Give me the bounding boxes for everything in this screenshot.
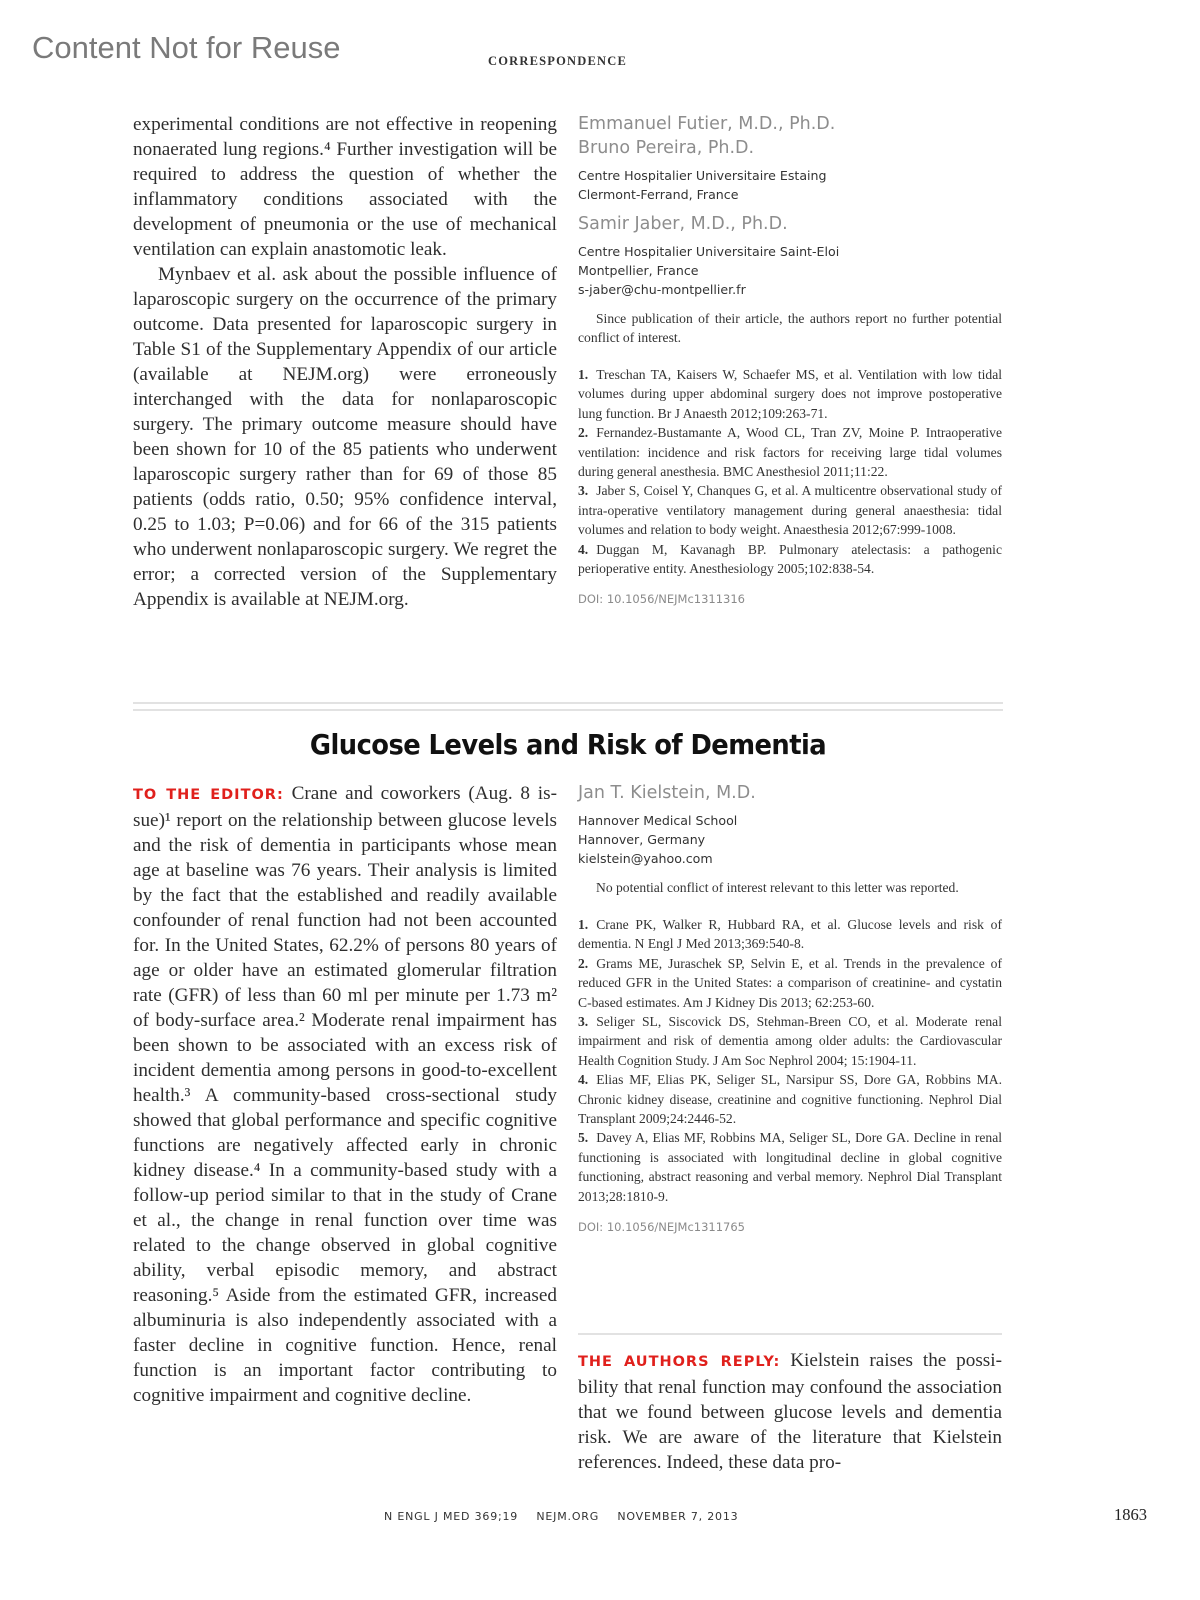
reference-list: [578, 365, 1002, 578]
reference-item[interactable]: 1. Crane PK, Walker R, Hubbard RA, et al. Glucose levels and risk of dementia. N Engl J Med 2013;369:540-8.: [578, 917, 1002, 952]
reference-item[interactable]: 4. Duggan M, Kavanagh BP. Pulmonary atelectasis: a pathogenic perioperative entity. Anesthesiology 2005;102:838-54.: [578, 541, 1002, 577]
reply-divider: [578, 1333, 1002, 1335]
affiliation-line: Clermont-Ferrand, France: [578, 187, 739, 202]
affiliation-line: Hannover, Germany: [578, 832, 706, 847]
author-name: Jan T. Kielstein, M.D.: [578, 783, 756, 803]
body-paragraph: experimental conditions are not effective in reopening nonaerated lung regions.⁴ Further investigation will be required to address the question of whether the inflammatory conditions associated with the development of pneumonia or the use of mechanical ventilation can explain anastomotic leak.: [133, 114, 557, 260]
to-the-editor-label: TO THE EDITOR:: [133, 787, 284, 803]
affiliation-line: Centre Hospitalier Universitaire Estaing: [578, 168, 827, 183]
letter-body: [133, 781, 557, 1408]
section-divider: [133, 702, 1003, 711]
reference-item[interactable]: 4. Elias MF, Elias PK, Seliger SL, Narsipur SS, Dore GA, Robbins MA. Chronic kidney disease, creatinine and cognitive functioning. Nephrol Dial Transplant 2009;24:2446-52.: [578, 1072, 1002, 1127]
reference-item[interactable]: 3. Seliger SL, Siscovick DS, Stehman-Breen CO, et al. Moderate renal impairment and risk of dementia among older adults: the Cardiovascular Health Cognition Study. J Am Soc Nephrol 2004; 15:1904-11.: [578, 1014, 1002, 1068]
body-paragraph: TO THE EDITOR: Crane and coworkers (Aug. 8 issue)¹ report on the relationship between glucose levels and the risk of dementia in participants whose mean age at baseline was 76 years. Their analysis is limited by the fact that the established and readily available confounder of renal function had not been accounted for. In the United States, 62.2% of persons 80 years of age or older have an estimated glomerular filtration rate (GFR) of less than 60 ml per minute per 1.73 m² of body-surface area.² Moderate renal impairment has been shown to be associated with an excess risk of incident dementia among persons in good-to-excellent health.³ A community-based cross-sectional study showed that global performance and specific cognitive functions are negatively affected early in chronic kidney disease.⁴ In a community-based study with a follow-up period similar to that in the study of Crane et al., the change in renal function over time was related to the change observed in global cognitive ability, verbal episodic memory, and abstract reasoning.⁵ Aside from the estimated GFR, increased albuminuria is also independently associated with a faster decline in cognitive function. Hence, renal function is an important factor contributing to cognitive impairment and cognitive decline.: [133, 783, 557, 1406]
reference-item[interactable]: 3. Jaber S, Coisel Y, Chanques G, et al. A multicentre observational study of intra-operative ventilatory management during general anaesthesia: tidal volumes and relation to body weight. Anaesthesia 2012;67:999-1008.: [578, 483, 1002, 538]
affiliation-line: Centre Hospitalier Universitaire Saint-Eloi: [578, 244, 840, 259]
affiliation-line: Montpellier, France: [578, 263, 699, 278]
body-paragraph: THE AUTHORS REPLY: Kielstein raises the possibility that renal function may confound the association that we found between glucose levels and dementia risk. We are aware of the literature that Kielstein references. Indeed, these data pro-: [578, 1350, 1002, 1473]
reference-list: [578, 915, 1002, 1206]
prev-letter-body: [133, 112, 557, 612]
author-name: Bruno Pereira, Ph.D.: [578, 138, 755, 158]
reference-item[interactable]: 2. Grams ME, Juraschek SP, Selvin E, et al. Trends in the prevalence of reduced GFR in the United States: a comparison of creatinine- and cystatin C-based estimates. Am J Kidney Dis 2013; 62:253-60.: [578, 955, 1002, 1010]
letter-signature: [578, 781, 1002, 1234]
author-name: Samir Jaber, M.D., Ph.D.: [578, 214, 788, 234]
prev-letter-signature: [578, 112, 1002, 606]
conflict-statement: No potential conflict of interest relevant to this letter was reported.: [596, 880, 959, 895]
page-footer: [384, 1510, 752, 1523]
reference-item[interactable]: 2. Fernandez-Bustamante A, Wood CL, Tran ZV, Moine P. Intraoperative ventilation: incidence and risk factors for receiving large tidal volumes during general anesthesia. BMC Anesthesiol 2011;11:22.: [578, 425, 1002, 480]
author-email-link[interactable]: s-jaber@chu-montpellier.fr: [578, 282, 746, 297]
body-paragraph: Mynbaev et al. ask about the possible influence of laparoscopic surgery on the occurrence of the primary outcome. Data presented for laparoscopic surgery in Table S1 of the Supplementary Appendix of our article (available at NEJM.org) were erroneously interchanged with the data for nonlaparoscopic surgery. The primary outcome measure should have been shown for 10 of the 85 patients who underwent laparoscopic surgery rather than for 69 of those 85 patients (odds ratio, 0.50; 95% confidence interval, 0.25 to 1.03; P=0.06) and for 66 of the 315 patients who underwent nonlaparoscopic surgery. We regret the error; a corrected version of the Supplementary Appendix is available at NEJM.org.: [133, 264, 557, 610]
reference-item[interactable]: 5. Davey A, Elias MF, Robbins MA, Seliger SL, Dore GA. Decline in renal functioning is associated with longitudinal decline in global cognitive functioning, abstract reasoning and verbal memory. Nephrol Dial Transplant 2013;28:1810-9.: [578, 1130, 1002, 1204]
affiliation: [578, 166, 1002, 204]
page-number: 1863: [1114, 1505, 1147, 1524]
running-head: CORRESPONDENCE: [488, 54, 628, 68]
authors-reply-label: THE AUTHORS REPLY:: [578, 1354, 781, 1370]
doi-link[interactable]: DOI: 10.1056/NEJMc1311765: [578, 1220, 745, 1235]
author-name: Emmanuel Futier, M.D., Ph.D.: [578, 114, 836, 134]
journal-site[interactable]: NEJM.ORG: [536, 1510, 600, 1523]
author-email-link[interactable]: kielstein@yahoo.com: [578, 851, 713, 866]
journal-citation: N ENGL J MED 369;19: [384, 1510, 519, 1523]
issue-date: NOVEMBER 7, 2013: [617, 1510, 739, 1523]
affiliation: [578, 811, 1002, 868]
watermark: Content Not for Reuse: [32, 30, 341, 65]
authors-reply: [578, 1348, 1002, 1475]
conflict-statement: Since publication of their article, the authors report no further potential conflict of interest.: [578, 311, 1002, 345]
affiliation-line: Hannover Medical School: [578, 813, 738, 828]
article-title: Glucose Levels and Risk of Dementia: [309, 728, 827, 761]
doi-link[interactable]: DOI: 10.1056/NEJMc1311316: [578, 592, 745, 607]
reference-item[interactable]: 1. Treschan TA, Kaisers W, Schaefer MS, et al. Ventilation with low tidal volumes during upper abdominal surgery does not improve postoperative lung function. Br J Anaesth 2012;109:263-71.: [578, 367, 1002, 421]
affiliation: [578, 242, 1002, 299]
